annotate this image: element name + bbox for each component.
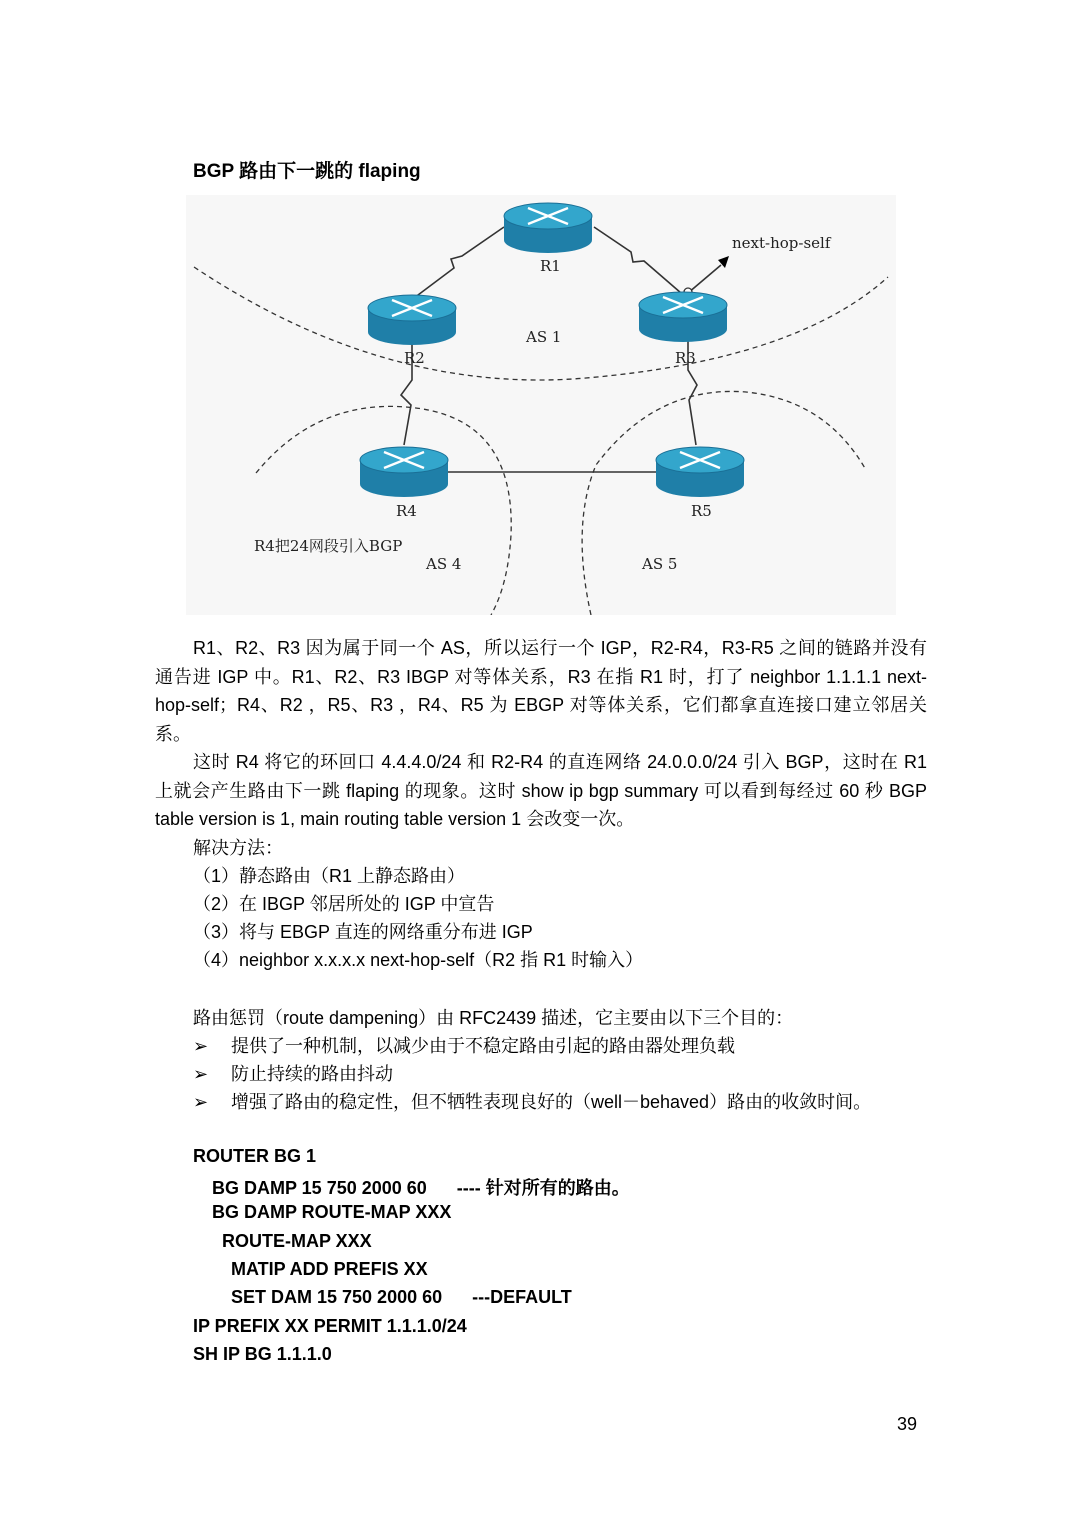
command-line: MATIP ADD PREFIS XX: [231, 1259, 428, 1279]
solution-item: （4）neighbor x.x.x.x next-hop-self（R2 指 R1 时输入）: [193, 950, 644, 970]
solution-heading: 解决方法：: [193, 838, 283, 858]
solution-item: （3）将与 EBGP 直连的网络重分布进 IGP: [193, 922, 533, 942]
solution-item: （2）在 IBGP 邻居所处的 IGP 中宣告: [193, 894, 495, 914]
bullet-text: 提供了一种机制，以减少由于不稳定路由引起的路由器处理负载: [231, 1036, 735, 1056]
bullet-text: 增强了路由的稳定性，但不牺牲表现良好的（well－behaved）路由的收敛时间。: [231, 1092, 872, 1112]
as4-label: AS 4: [426, 555, 462, 573]
command-line: ROUTER BG 1: [193, 1146, 317, 1166]
command-line: BG DAMP 15 750 2000 60 ---- 针对所有的路由。: [212, 1178, 630, 1198]
command-line: IP PREFIX XX PERMIT 1.1.1.0/24: [193, 1316, 467, 1336]
command-line: SET DAM 15 750 2000 60 ---DEFAULT: [231, 1287, 572, 1307]
as1-label: AS 1: [526, 328, 562, 346]
bullet-arrow-icon: ➢: [193, 1036, 209, 1056]
command-line: ROUTE-MAP XXX: [222, 1231, 372, 1251]
r4-redistribute-note: R4把24网段引入BGP: [254, 537, 403, 555]
solution-item: （1）静态路由（R1 上静态路由）: [193, 866, 466, 886]
command-line: BG DAMP ROUTE-MAP XXX: [212, 1202, 452, 1222]
paragraph-topology: R1、R2、R3 因为属于同一个 AS，所以运行一个 IGP，R2-R4，R3-R5 之间的链路并没有通告进 IGP 中。R1、R2、R3 IBGP 对等体关系，R3 在指 R1 时，打了 neighbor 1.1.1.1 next-hop-self；R4、R2 ，R5、R3 ，R4、R5 为 EBGP 对等体关系，它们都拿直连接口建立邻居关系。: [155, 638, 927, 744]
page-title: BGP 路由下一跳的 flaping: [193, 161, 421, 182]
router-r4-icon: [360, 447, 448, 497]
bullet-item: [193, 1060, 393, 1086]
router-label-r1: R1: [540, 257, 561, 275]
bullet-arrow-icon: ➢: [193, 1064, 209, 1084]
bullet-arrow-icon: ➢: [193, 1092, 209, 1112]
dampening-intro: 路由惩罚（route dampening）由 RFC2439 描述，它主要由以下三个目的：: [193, 1008, 794, 1028]
bullet-item: [193, 1088, 871, 1114]
router-label-r5: R5: [691, 502, 712, 520]
router-r1-icon: [504, 203, 592, 253]
as5-label: AS 5: [642, 555, 678, 573]
paragraph-flapping: 这时 R4 将它的环回口 4.4.4.0/24 和 R2-R4 的直连网络 24.0.0.0/24 引入 BGP，这时在 R1 上就会产生路由下一跳 flaping 的现象。这时 show ip bgp summary 可以看到每经过 60 秒 BGP table version is 1, main routing table version 1 会改变一次。: [155, 752, 927, 829]
router-r2-icon: [368, 295, 456, 345]
next-hop-self-label: next-hop-self: [732, 234, 831, 252]
command-line: SH IP BG 1.1.1.0: [193, 1344, 332, 1364]
router-r5-icon: [656, 447, 744, 497]
bullet-text: 防止持续的路由抖动: [231, 1064, 393, 1084]
router-label-r2: R2: [404, 349, 425, 367]
router-label-r3: R3: [675, 349, 696, 367]
router-r3-icon: [639, 292, 727, 342]
bgp-topology-diagram: [186, 195, 896, 615]
page-number: 39: [897, 1414, 918, 1434]
router-label-r4: R4: [396, 502, 417, 520]
bullet-item: [193, 1032, 735, 1058]
